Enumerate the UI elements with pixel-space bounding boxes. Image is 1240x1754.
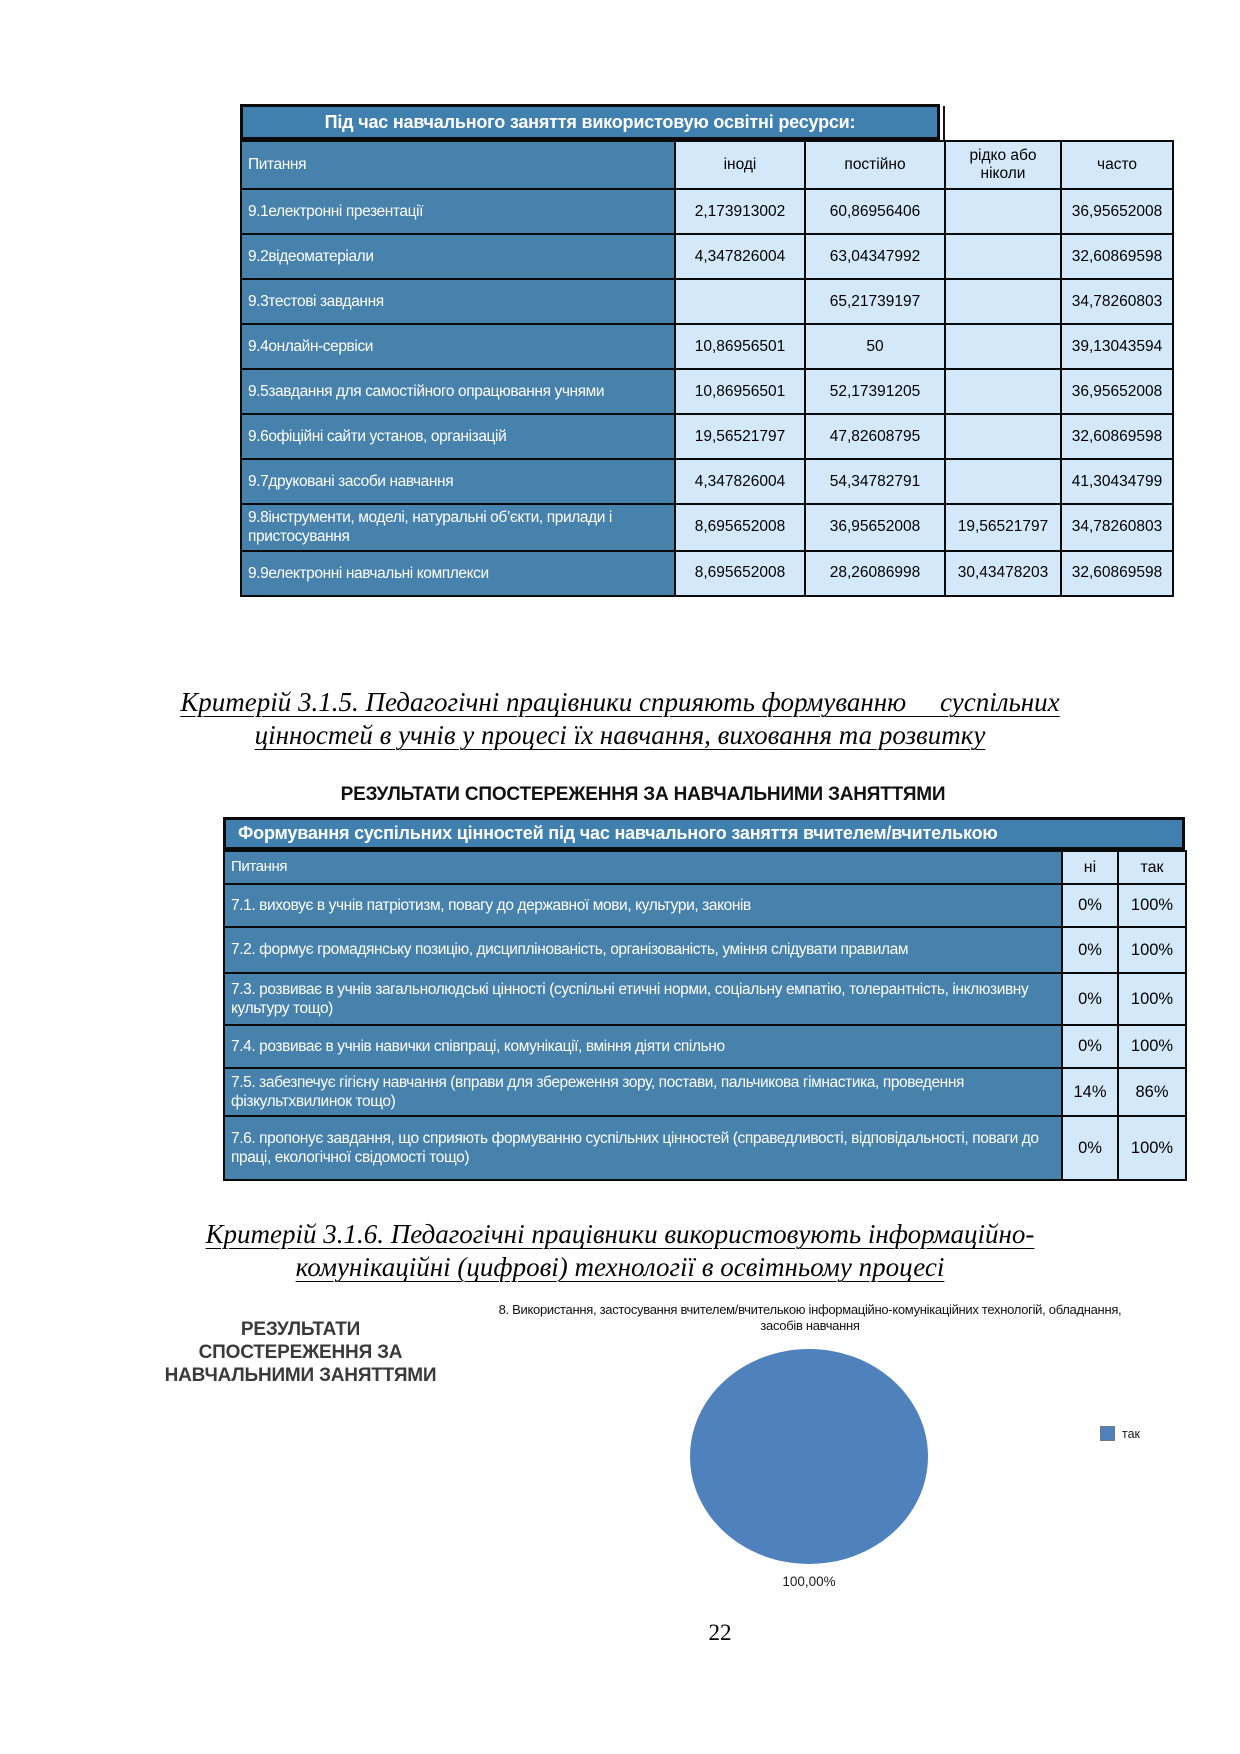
value-cell: 60,86956406 bbox=[805, 189, 945, 234]
table-row bbox=[224, 1068, 1186, 1116]
column-header-postiyno: постійно bbox=[805, 141, 945, 189]
value-cell: 39,13043594 bbox=[1061, 324, 1173, 369]
value-cell: 19,56521797 bbox=[945, 504, 1061, 551]
observation-results-block bbox=[148, 1318, 453, 1387]
no-percent-cell: 0% bbox=[1062, 884, 1118, 927]
column-header-ridko: рідко або ніколи bbox=[945, 141, 1061, 189]
value-cell: 4,347826004 bbox=[675, 234, 805, 279]
table-row bbox=[241, 324, 1173, 369]
table-row bbox=[224, 973, 1186, 1025]
value-cell: 4,347826004 bbox=[675, 459, 805, 504]
question-cell: 7.1. виховує в учнів патріотизм, повагу до державної мови, культури, законів bbox=[224, 884, 1062, 927]
question-cell: 7.4. розвиває в учнів навички співпраці, комунікації, вміння діяти спільно bbox=[224, 1025, 1062, 1068]
table-row bbox=[241, 234, 1173, 279]
value-cell: 41,30434799 bbox=[1061, 459, 1173, 504]
value-cell bbox=[945, 189, 1061, 234]
value-cell: 52,17391205 bbox=[805, 369, 945, 414]
value-cell: 8,695652008 bbox=[675, 551, 805, 596]
criterion-316-line2: комунікаційні (цифрові) технології в освітньому процесі bbox=[295, 1252, 945, 1282]
yes-percent-cell: 100% bbox=[1118, 927, 1186, 973]
value-cell bbox=[945, 459, 1061, 504]
values-table-header-row bbox=[224, 851, 1186, 884]
value-cell: 10,86956501 bbox=[675, 324, 805, 369]
question-cell: 9.6офіційні сайти установ, організацій bbox=[241, 414, 675, 459]
no-percent-cell: 0% bbox=[1062, 1116, 1118, 1180]
table-row bbox=[224, 1025, 1186, 1068]
criterion-315-line2: цінностей в учнів у процесі їх навчання, виховання та розвитку bbox=[254, 720, 986, 750]
value-cell: 8,695652008 bbox=[675, 504, 805, 551]
question-cell: 9.8інструменти, моделі, натуральні об’єкти, прилади і пристосування bbox=[241, 504, 675, 551]
value-cell: 36,95652008 bbox=[1061, 369, 1173, 414]
question-cell: 9.2відеоматеріали bbox=[241, 234, 675, 279]
observation-results-heading: РЕЗУЛЬТАТИ СПОСТЕРЕЖЕННЯ ЗА НАВЧАЛЬНИМИ ЗАНЯТТЯМИ bbox=[340, 784, 946, 805]
value-cell bbox=[945, 369, 1061, 414]
value-cell: 32,60869598 bbox=[1061, 414, 1173, 459]
value-cell bbox=[945, 414, 1061, 459]
value-cell bbox=[945, 234, 1061, 279]
value-cell: 63,04347992 bbox=[805, 234, 945, 279]
criterion-315-line1: Критерій 3.1.5. Педагогічні працівники сприяють формуванню суспільних bbox=[180, 687, 1060, 717]
no-percent-cell: 0% bbox=[1062, 927, 1118, 973]
question-cell: 9.7друковані засоби навчання bbox=[241, 459, 675, 504]
results-block-line3: НАВЧАЛЬНИМИ ЗАНЯТТЯМИ bbox=[164, 1365, 437, 1386]
question-cell: 9.9електронні навчальні комплекси bbox=[241, 551, 675, 596]
value-cell: 65,21739197 bbox=[805, 279, 945, 324]
pie-data-label: 100,00% bbox=[782, 1574, 836, 1589]
table-row bbox=[241, 459, 1173, 504]
chart-legend bbox=[1100, 1426, 1140, 1441]
pie-chart bbox=[690, 1349, 928, 1564]
table-row bbox=[241, 279, 1173, 324]
column-header-inodi: іноді bbox=[675, 141, 805, 189]
question-cell: 7.6. пропонує завдання, що сприяють формуванню суспільних цінностей (справедливості, відповідальності, поваги до праці, екологічної свідомості тощо) bbox=[224, 1116, 1062, 1180]
yes-percent-cell: 86% bbox=[1118, 1068, 1186, 1116]
question-cell: 9.5завдання для самостійного опрацювання учнями bbox=[241, 369, 675, 414]
question-cell: 9.3тестові завдання bbox=[241, 279, 675, 324]
table-row bbox=[224, 927, 1186, 973]
table-row bbox=[224, 884, 1186, 927]
question-cell: 7.3. розвиває в учнів загальнолюдські цінності (суспільні етичні норми, соціальну емпатію, толерантність, інклюзивну культуру тощо) bbox=[224, 973, 1062, 1025]
question-cell: 9.1електронні презентації bbox=[241, 189, 675, 234]
no-percent-cell: 0% bbox=[1062, 1025, 1118, 1068]
resources-table-section bbox=[240, 104, 1172, 597]
criterion-316-line1: Критерій 3.1.6. Педагогічні працівники використовують інформаційно- bbox=[205, 1219, 1035, 1249]
values-table-title: Формування суспільних цінностей під час навчального заняття вчителем/вчителькою bbox=[223, 817, 1185, 850]
results-block-line1: РЕЗУЛЬТАТИ bbox=[240, 1319, 361, 1340]
table-row bbox=[241, 414, 1173, 459]
value-cell bbox=[945, 324, 1061, 369]
column-header-question: Питання bbox=[241, 141, 675, 189]
resources-table bbox=[240, 140, 1174, 597]
value-cell: 19,56521797 bbox=[675, 414, 805, 459]
question-cell: 9.4онлайн-сервіси bbox=[241, 324, 675, 369]
value-cell bbox=[675, 279, 805, 324]
table-row bbox=[241, 551, 1173, 596]
column-header-chasto: часто bbox=[1061, 141, 1173, 189]
results-block-line2: СПОСТЕРЕЖЕННЯ ЗА bbox=[198, 1342, 403, 1363]
value-cell: 36,95652008 bbox=[805, 504, 945, 551]
criterion-316-heading bbox=[0, 1218, 1240, 1284]
table-row bbox=[241, 369, 1173, 414]
value-cell: 50 bbox=[805, 324, 945, 369]
value-cell: 32,60869598 bbox=[1061, 551, 1173, 596]
resources-table-header-row bbox=[241, 141, 1173, 189]
value-cell: 54,34782791 bbox=[805, 459, 945, 504]
yes-percent-cell: 100% bbox=[1118, 884, 1186, 927]
question-cell: 7.2. формує громадянську позицію, дисциплінованість, організованість, уміння слідувати правилам bbox=[224, 927, 1062, 973]
value-cell: 2,173913002 bbox=[675, 189, 805, 234]
criterion-315-heading bbox=[0, 686, 1240, 752]
page-number: 22 bbox=[708, 1620, 732, 1645]
no-percent-cell: 14% bbox=[1062, 1068, 1118, 1116]
question-cell: 7.5. забезпечує гігієну навчання (вправи для збереження зору, постави, пальчикова гімнастика, проведення фізкультхвилинок тощо) bbox=[224, 1068, 1062, 1116]
table-row bbox=[241, 189, 1173, 234]
column-header-question: Питання bbox=[224, 851, 1062, 884]
no-percent-cell: 0% bbox=[1062, 973, 1118, 1025]
value-cell: 30,43478203 bbox=[945, 551, 1061, 596]
value-cell bbox=[945, 279, 1061, 324]
yes-percent-cell: 100% bbox=[1118, 973, 1186, 1025]
legend-swatch-icon bbox=[1100, 1426, 1115, 1441]
column-header-yes: так bbox=[1118, 851, 1186, 884]
value-cell: 32,60869598 bbox=[1061, 234, 1173, 279]
value-cell: 34,78260803 bbox=[1061, 279, 1173, 324]
value-cell: 36,95652008 bbox=[1061, 189, 1173, 234]
value-cell: 10,86956501 bbox=[675, 369, 805, 414]
resources-table-title: Під час навчального заняття використовую освітні ресурси: bbox=[240, 104, 940, 140]
value-cell: 28,26086998 bbox=[805, 551, 945, 596]
legend-label: так bbox=[1122, 1426, 1141, 1441]
values-table-section bbox=[223, 817, 1185, 1181]
values-table bbox=[223, 850, 1187, 1181]
table-row bbox=[224, 1116, 1186, 1180]
column-header-no: ні bbox=[1062, 851, 1118, 884]
yes-percent-cell: 100% bbox=[1118, 1116, 1186, 1180]
value-cell: 34,78260803 bbox=[1061, 504, 1173, 551]
yes-percent-cell: 100% bbox=[1118, 1025, 1186, 1068]
value-cell: 47,82608795 bbox=[805, 414, 945, 459]
table-row bbox=[241, 504, 1173, 551]
pie-chart-title: 8. Використання, застосування вчителем/вчителькою інформаційно-комунікаційних технологій, обладнання, засобів навчання bbox=[498, 1302, 1122, 1333]
